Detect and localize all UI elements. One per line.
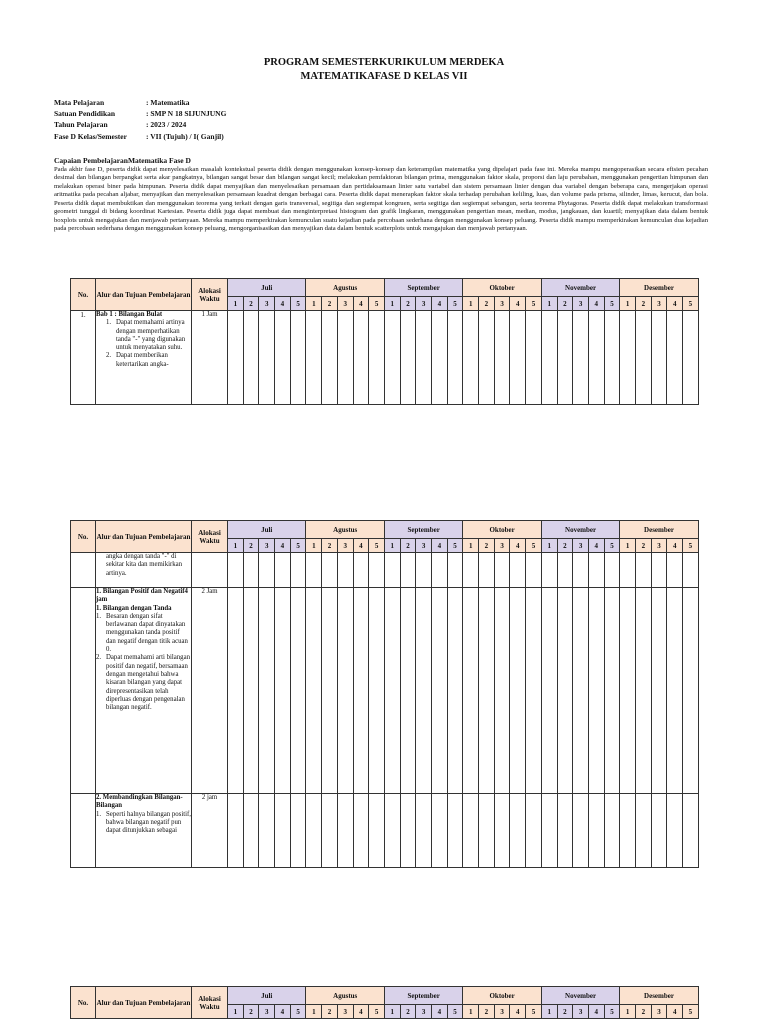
- schedule-table-2: [70, 520, 699, 868]
- week-number: 3: [259, 1005, 275, 1019]
- week-cell: [353, 311, 369, 405]
- week-number: 4: [275, 539, 291, 553]
- month-header: September: [384, 279, 462, 297]
- week-cell: [683, 553, 699, 588]
- week-number: 1: [306, 297, 322, 311]
- alur-cell: [96, 311, 192, 405]
- month-header: Desember: [620, 521, 698, 539]
- week-number: 3: [573, 1005, 589, 1019]
- alur-cell: [96, 794, 192, 868]
- table-row: [71, 553, 699, 588]
- meta-label: Fase D Kelas/Semester: [54, 131, 127, 141]
- week-number: 5: [369, 539, 385, 553]
- week-cell: [526, 794, 542, 868]
- week-number: 1: [463, 539, 479, 553]
- week-cell: [635, 311, 651, 405]
- week-number: 2: [479, 1005, 495, 1019]
- week-number: 5: [290, 297, 306, 311]
- week-cell: [463, 588, 479, 794]
- week-cell: [635, 553, 651, 588]
- week-cell: [290, 794, 306, 868]
- month-header: Desember: [620, 279, 698, 297]
- week-cell: [369, 794, 385, 868]
- week-cell: [651, 588, 667, 794]
- week-number: 3: [337, 1005, 353, 1019]
- month-header: Agustus: [306, 987, 384, 1005]
- week-cell: [290, 553, 306, 588]
- week-number: 5: [290, 1005, 306, 1019]
- alur-cell: [96, 588, 192, 794]
- week-number: 2: [322, 1005, 338, 1019]
- week-cell: [510, 588, 526, 794]
- week-number: 2: [479, 539, 495, 553]
- week-cell: [416, 311, 432, 405]
- week-cell: [400, 794, 416, 868]
- week-cell: [604, 553, 620, 588]
- week-number: 2: [400, 297, 416, 311]
- meta-row: [54, 131, 226, 142]
- week-number: 5: [683, 1005, 699, 1019]
- week-number: 1: [541, 539, 557, 553]
- month-header: Oktober: [463, 987, 541, 1005]
- week-number: 2: [479, 297, 495, 311]
- week-number: 1: [620, 1005, 636, 1019]
- week-number: 5: [604, 297, 620, 311]
- section-title: 2. Membandingkan Bilangan-Bilangan: [96, 794, 183, 810]
- table-row: [71, 588, 699, 794]
- week-number: 4: [275, 297, 291, 311]
- week-cell: [353, 588, 369, 794]
- week-cell: [290, 588, 306, 794]
- month-header: September: [384, 987, 462, 1005]
- week-number: 3: [573, 297, 589, 311]
- week-number: 1: [228, 297, 244, 311]
- week-number: 3: [337, 297, 353, 311]
- week-cell: [228, 553, 244, 588]
- week-number: 2: [400, 1005, 416, 1019]
- week-cell: [353, 553, 369, 588]
- week-number: 5: [683, 539, 699, 553]
- week-number: 3: [416, 1005, 432, 1019]
- week-cell: [275, 794, 291, 868]
- week-cell: [683, 588, 699, 794]
- week-cell: [400, 553, 416, 588]
- week-cell: [384, 588, 400, 794]
- week-number: 2: [635, 539, 651, 553]
- week-cell: [651, 553, 667, 588]
- week-number: 2: [243, 539, 259, 553]
- week-cell: [494, 794, 510, 868]
- week-cell: [306, 794, 322, 868]
- week-number: 4: [353, 539, 369, 553]
- week-number: 2: [557, 297, 573, 311]
- month-header: Agustus: [306, 521, 384, 539]
- week-cell: [228, 311, 244, 405]
- week-cell: [463, 553, 479, 588]
- week-number: 4: [588, 539, 604, 553]
- week-cell: [322, 311, 338, 405]
- week-cell: [526, 588, 542, 794]
- week-number: 1: [228, 1005, 244, 1019]
- week-number: 2: [635, 1005, 651, 1019]
- week-cell: [447, 311, 463, 405]
- week-cell: [322, 794, 338, 868]
- col-alokasi-header: Alokasi Waktu: [192, 987, 228, 1019]
- week-number: 1: [384, 539, 400, 553]
- week-number: 2: [557, 1005, 573, 1019]
- col-no-header: No.: [71, 521, 96, 553]
- table-row: [71, 311, 699, 405]
- week-cell: [384, 794, 400, 868]
- week-cell: [228, 794, 244, 868]
- week-number: 4: [275, 1005, 291, 1019]
- week-cell: [541, 588, 557, 794]
- week-cell: [604, 588, 620, 794]
- month-header: September: [384, 521, 462, 539]
- week-cell: [416, 553, 432, 588]
- week-cell: [353, 794, 369, 868]
- week-cell: [667, 553, 683, 588]
- week-cell: [510, 794, 526, 868]
- row-number: [71, 794, 96, 868]
- col-no-header: No.: [71, 279, 96, 311]
- week-cell: [259, 588, 275, 794]
- week-number: 2: [322, 539, 338, 553]
- week-number: 1: [463, 1005, 479, 1019]
- week-cell: [683, 311, 699, 405]
- week-number: 3: [494, 1005, 510, 1019]
- week-cell: [306, 311, 322, 405]
- week-number: 4: [510, 539, 526, 553]
- week-cell: [541, 311, 557, 405]
- week-cell: [588, 794, 604, 868]
- week-number: 4: [353, 297, 369, 311]
- alur-cell: [96, 553, 192, 588]
- week-number: 1: [384, 297, 400, 311]
- week-cell: [275, 588, 291, 794]
- week-number: 4: [667, 1005, 683, 1019]
- week-cell: [494, 553, 510, 588]
- continued-text: angka dengan tanda "-" di sekitar kita dan memikirkan artinya.: [106, 553, 183, 577]
- week-cell: [243, 553, 259, 588]
- week-number: 4: [353, 1005, 369, 1019]
- week-number: 2: [557, 539, 573, 553]
- week-cell: [573, 311, 589, 405]
- week-cell: [588, 588, 604, 794]
- meta-row: [54, 119, 226, 130]
- list-item: 1. Seperti halnya bilangan positif, bahwa bilangan negatif pun dapat ditunjukkan sebagai: [96, 810, 191, 835]
- week-cell: [447, 588, 463, 794]
- col-alur-header: Alur dan Tujuan Pembelajaran: [96, 987, 192, 1019]
- week-cell: [337, 311, 353, 405]
- row-number: 1.: [71, 311, 96, 405]
- week-cell: [541, 553, 557, 588]
- week-cell: [620, 311, 636, 405]
- week-cell: [447, 794, 463, 868]
- week-cell: [243, 588, 259, 794]
- month-header: Desember: [620, 987, 698, 1005]
- col-no-header: No.: [71, 987, 96, 1019]
- week-number: 3: [651, 539, 667, 553]
- month-header: Juli: [228, 521, 306, 539]
- week-cell: [494, 311, 510, 405]
- week-cell: [479, 588, 495, 794]
- week-number: 3: [494, 539, 510, 553]
- col-alur-header: Alur dan Tujuan Pembelajaran: [96, 521, 192, 553]
- week-number: 1: [620, 297, 636, 311]
- week-cell: [400, 311, 416, 405]
- week-number: 4: [432, 1005, 448, 1019]
- week-number: 3: [416, 539, 432, 553]
- week-number: 5: [369, 1005, 385, 1019]
- week-cell: [526, 311, 542, 405]
- meta-value: : 2023 / 2024: [146, 120, 187, 130]
- week-number: 3: [651, 297, 667, 311]
- week-cell: [432, 311, 448, 405]
- week-cell: [337, 794, 353, 868]
- week-number: 3: [337, 539, 353, 553]
- week-number: 5: [604, 539, 620, 553]
- meta-value: : VII (Tujuh) / I( Ganjil): [146, 131, 224, 141]
- week-number: 1: [620, 539, 636, 553]
- week-number: 1: [384, 1005, 400, 1019]
- week-number: 1: [306, 1005, 322, 1019]
- week-cell: [479, 311, 495, 405]
- week-number: 4: [667, 539, 683, 553]
- month-header: November: [541, 279, 619, 297]
- week-cell: [447, 553, 463, 588]
- week-cell: [243, 311, 259, 405]
- week-number: 5: [447, 539, 463, 553]
- week-cell: [667, 588, 683, 794]
- week-number: 4: [510, 297, 526, 311]
- week-cell: [369, 588, 385, 794]
- meta-label: Satuan Pendidikan: [54, 109, 116, 119]
- week-cell: [635, 794, 651, 868]
- week-cell: [573, 794, 589, 868]
- week-number: 3: [573, 539, 589, 553]
- alokasi-cell: 2 jam: [192, 794, 228, 868]
- week-number: 5: [290, 539, 306, 553]
- week-cell: [337, 553, 353, 588]
- week-number: 1: [463, 297, 479, 311]
- week-cell: [620, 794, 636, 868]
- week-cell: [306, 553, 322, 588]
- week-cell: [416, 588, 432, 794]
- week-number: 5: [526, 539, 542, 553]
- doc-title-line1: PROGRAM SEMESTERKURIKULUM MERDEKA: [263, 57, 505, 68]
- week-cell: [228, 588, 244, 794]
- week-cell: [667, 311, 683, 405]
- week-number: 4: [588, 297, 604, 311]
- week-cell: [683, 794, 699, 868]
- week-cell: [588, 311, 604, 405]
- week-cell: [369, 553, 385, 588]
- week-number: 5: [369, 297, 385, 311]
- week-cell: [306, 588, 322, 794]
- alokasi-cell: 2 Jam: [192, 588, 228, 794]
- doc-title-line2: MATEMATIKAFASE D KELAS VII: [300, 71, 468, 82]
- month-header: Juli: [228, 279, 306, 297]
- chapter-title: Bab 1 : Bilangan Bulat: [96, 311, 163, 318]
- month-header: Oktober: [463, 521, 541, 539]
- week-number: 5: [526, 297, 542, 311]
- list-item: 2. Dapat memahami arti bilangan positif dan negatif, bersamaan dengan mengetahui bahwa kisaran bilangan yang dapat direpresentasikan telah diperluas dengan pengenalan bilangan negatif.: [96, 654, 190, 712]
- week-cell: [463, 311, 479, 405]
- week-number: 3: [259, 297, 275, 311]
- week-number: 3: [494, 297, 510, 311]
- week-cell: [573, 588, 589, 794]
- week-number: 1: [541, 1005, 557, 1019]
- week-cell: [541, 794, 557, 868]
- week-number: 4: [432, 297, 448, 311]
- month-header: Juli: [228, 987, 306, 1005]
- meta-label: Tahun Pelajaran: [54, 120, 108, 130]
- week-cell: [588, 553, 604, 588]
- schedule-table-3: [70, 986, 699, 1019]
- meta-row: [54, 97, 226, 108]
- month-header: November: [541, 987, 619, 1005]
- week-cell: [651, 311, 667, 405]
- week-number: 5: [447, 297, 463, 311]
- week-number: 3: [651, 1005, 667, 1019]
- week-number: 4: [432, 539, 448, 553]
- row-number: [71, 553, 96, 588]
- week-number: 5: [526, 1005, 542, 1019]
- week-cell: [510, 553, 526, 588]
- week-cell: [259, 794, 275, 868]
- week-cell: [369, 311, 385, 405]
- week-number: 4: [510, 1005, 526, 1019]
- table-row: [71, 794, 699, 868]
- col-alur-header: Alur dan Tujuan Pembelajaran: [96, 279, 192, 311]
- week-cell: [620, 553, 636, 588]
- week-cell: [651, 794, 667, 868]
- week-number: 3: [259, 539, 275, 553]
- week-cell: [416, 794, 432, 868]
- week-cell: [275, 553, 291, 588]
- list-item: 1. Besaran dengan sifat berlawanan dapat dinyatakan menggunakan tanda positif dan negatif dengan titik acuan 0.: [96, 612, 188, 654]
- list-item: 2. Dapat memberikan ketertarikan angka-: [106, 352, 169, 368]
- week-cell: [604, 311, 620, 405]
- week-cell: [510, 311, 526, 405]
- week-cell: [432, 794, 448, 868]
- week-cell: [337, 588, 353, 794]
- week-cell: [557, 794, 573, 868]
- week-cell: [479, 794, 495, 868]
- capaian-body: Pada akhir fase D, peserta didik dapat menyelesaikan masalah kontekstual peserta didik dengan menggunakan konsep-konsep dan keterampilan matematika yang dipelajari pada fase ini. Mereka mampu mengoperasikan secara efisien pecahan desimal dan bilangan berpangkat serta akar pangkatnya, bilangan sangat besar dan bilangan sangat kecil; melakukan pemfaktoran bilangan prima, menggunakan faktor skala, proporsi dan laju perubahan, menggunakan pengertian himpunan dan melakukan operasi biner pada himpunan. Peserta didik dapat menyajikan dan menyelesaikan persamaan dan pertidaksamaan linier satu variabel dan sistem persamaan linier dengan dua variabel dengan beberapa cara, mengerjakan operasi aritmatika pada pecahan aljabar, menyajikan dan menyelesaikan persamaan kuadrat dengan berbagai cara. Peserta didik dapat menerapkan faktor skala terhadap perubahan keliling, luas, dan volume pada prisma, silinder, limas, kerucut, dan bola. Peserta didik dapat membuktikan dan menggunakan teorema yang terkait dengan garis transversal, segitiga dan segiempat kongruen, serta segitiga dan segiempat sebangun, serta teorema Phytagoras. Peserta didik dapat melakukan transformasi geometri tunggal di bidang koordinat Kartesian. Peserta didik juga dapat membuat dan menginterpretasi histogram dan grafik lingkaran, menggunakan pengertian mean, median, modus, jangkauan, dan kuartil; menyajikan data dalam bentuk boxplots untuk mengajukan dan menjawab pertanyaan. Mereka mampu memperkirakan kemunculan suatu kejadian pada percobaan sederhana dengan menggunakan konsep peluang. Peserta didik mampu memperkirakan kemunculan dua kejadian pada percobaan sederhana dengan menggunakan konsep peluang, mengorganisasikan dan menyajikan data dalam bentuk scatterplots untuk mengajukan dan menjawab pertanyaan.: [54, 166, 708, 233]
- meta-row: [54, 108, 226, 119]
- capaian-title: Capaian PembelajaranMatematika Fase D: [54, 156, 191, 165]
- week-cell: [259, 311, 275, 405]
- meta-label: Mata Pelajaran: [54, 98, 105, 107]
- col-alokasi-header: Alokasi Waktu: [192, 521, 228, 553]
- week-cell: [384, 553, 400, 588]
- week-cell: [573, 553, 589, 588]
- row-number: [71, 588, 96, 794]
- week-number: 2: [400, 539, 416, 553]
- week-cell: [557, 311, 573, 405]
- col-alokasi-header: Alokasi Waktu: [192, 279, 228, 311]
- alokasi-cell: [192, 553, 228, 588]
- week-number: 2: [243, 297, 259, 311]
- week-cell: [290, 311, 306, 405]
- week-cell: [479, 553, 495, 588]
- week-cell: [557, 553, 573, 588]
- week-cell: [635, 588, 651, 794]
- meta-value: : Matematika: [146, 98, 190, 107]
- month-header: November: [541, 521, 619, 539]
- meta-value: : SMP N 18 SIJUNJUNG: [146, 109, 227, 119]
- week-cell: [384, 311, 400, 405]
- week-cell: [400, 588, 416, 794]
- week-number: 2: [322, 297, 338, 311]
- section-title: 1. Bilangan Positif dan Negatif4 jam: [96, 588, 188, 604]
- week-cell: [322, 588, 338, 794]
- subsection-title: 1. Bilangan dengan Tanda: [96, 604, 172, 612]
- alokasi-cell: 1 Jam: [192, 311, 228, 405]
- week-number: 5: [604, 1005, 620, 1019]
- week-number: 4: [667, 297, 683, 311]
- week-cell: [243, 794, 259, 868]
- week-cell: [494, 588, 510, 794]
- week-cell: [557, 588, 573, 794]
- week-number: 4: [588, 1005, 604, 1019]
- schedule-table-1: [70, 278, 699, 405]
- month-header: Agustus: [306, 279, 384, 297]
- week-number: 1: [541, 297, 557, 311]
- week-cell: [604, 794, 620, 868]
- week-cell: [322, 553, 338, 588]
- week-cell: [667, 794, 683, 868]
- week-number: 5: [447, 1005, 463, 1019]
- week-number: 5: [683, 297, 699, 311]
- week-number: 3: [416, 297, 432, 311]
- week-cell: [275, 311, 291, 405]
- week-cell: [526, 553, 542, 588]
- month-header: Oktober: [463, 279, 541, 297]
- week-number: 1: [228, 539, 244, 553]
- week-number: 1: [306, 539, 322, 553]
- week-cell: [620, 588, 636, 794]
- week-cell: [259, 553, 275, 588]
- meta-block: [54, 97, 226, 142]
- week-number: 2: [635, 297, 651, 311]
- list-item: 1. Dapat memahami artinya dengan memperhatikan tanda "-" yang digunakan untuk menyatakan suhu.: [106, 319, 186, 352]
- week-cell: [463, 794, 479, 868]
- week-number: 2: [243, 1005, 259, 1019]
- week-cell: [432, 553, 448, 588]
- week-cell: [432, 588, 448, 794]
